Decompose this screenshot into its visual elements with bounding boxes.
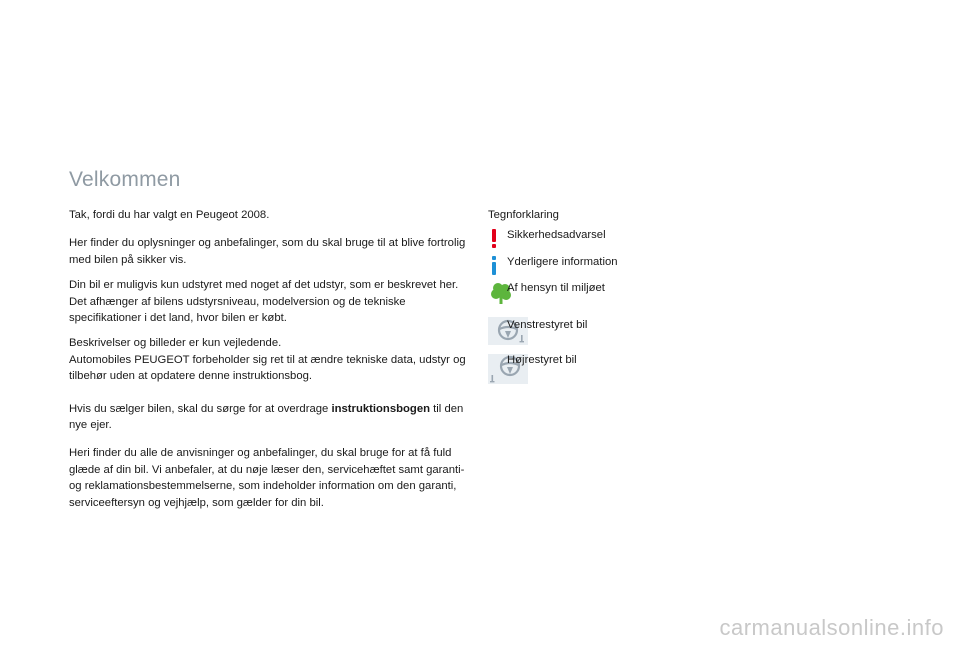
legend-item-right-hand-drive [488, 351, 728, 391]
sale-text-before: Hvis du sælger bilen, skal du sørge for at overdrage [69, 402, 332, 415]
legend-label-right-hand-drive: Højrestyret bil [507, 354, 577, 366]
disclaimer-line-1: Beskrivelser og billeder er kun vejledende. [69, 337, 282, 350]
paragraph-disclaimer [69, 335, 469, 384]
legend-label-left-hand-drive: Venstrestyret bil [507, 319, 588, 331]
legend-label-safety: Sikkerhedsadvarsel [507, 229, 606, 241]
legend-label-environment: Af hensyn til miljøet [507, 282, 605, 294]
intro-text-column [69, 207, 469, 511]
paragraph-equipment: Din bil er muligvis kun udstyret med noget af det udstyr, som er beskrevet her. Det afhænger af bilens udstyrsniveau, modelversion og de tekniske specifikationer i det land, hvor bilen er købt. [69, 279, 459, 325]
paragraph-thanks: Tak, fordi du har valgt en Peugeot 2008. [69, 209, 270, 221]
warning-exclamation-icon [490, 229, 498, 254]
watermark: carmanualsonline.info [719, 615, 944, 640]
disclaimer-line-2: Automobiles PEUGEOT forbeholder sig ret til at ændre tekniske data, udstyr og tilbehør uden at opdatere denne instruktionsbog. [69, 353, 466, 383]
legend-title: Tegnforklaring [488, 209, 559, 221]
paragraph-info: Her finder du oplysninger og anbefalinger, som du skal bruge til at blive fortrolig med bilen på sikker vis. [69, 237, 466, 266]
sale-text-bold: instruktionsbogen [331, 402, 431, 415]
legend-item-left-hand-drive [488, 314, 728, 354]
paragraph-sale [69, 401, 469, 434]
legend-label-info: Yderligere information [507, 256, 618, 268]
sale-text-after: til den nye ejer. [69, 402, 464, 432]
info-icon [490, 256, 498, 281]
page-title: Velkommen [69, 168, 181, 191]
paragraph-guidance: Heri finder du alle de anvisninger og anbefalinger, du skal bruge for at få fuld glæde af din bil. Vi anbefaler, at du nøje læser den, servicehæftet samt garanti- og reklamationsbestemmelserne, som indeholder information om den garanti, serviceeftersyn og vejhjælp, som gælder for din bil. [69, 447, 465, 509]
